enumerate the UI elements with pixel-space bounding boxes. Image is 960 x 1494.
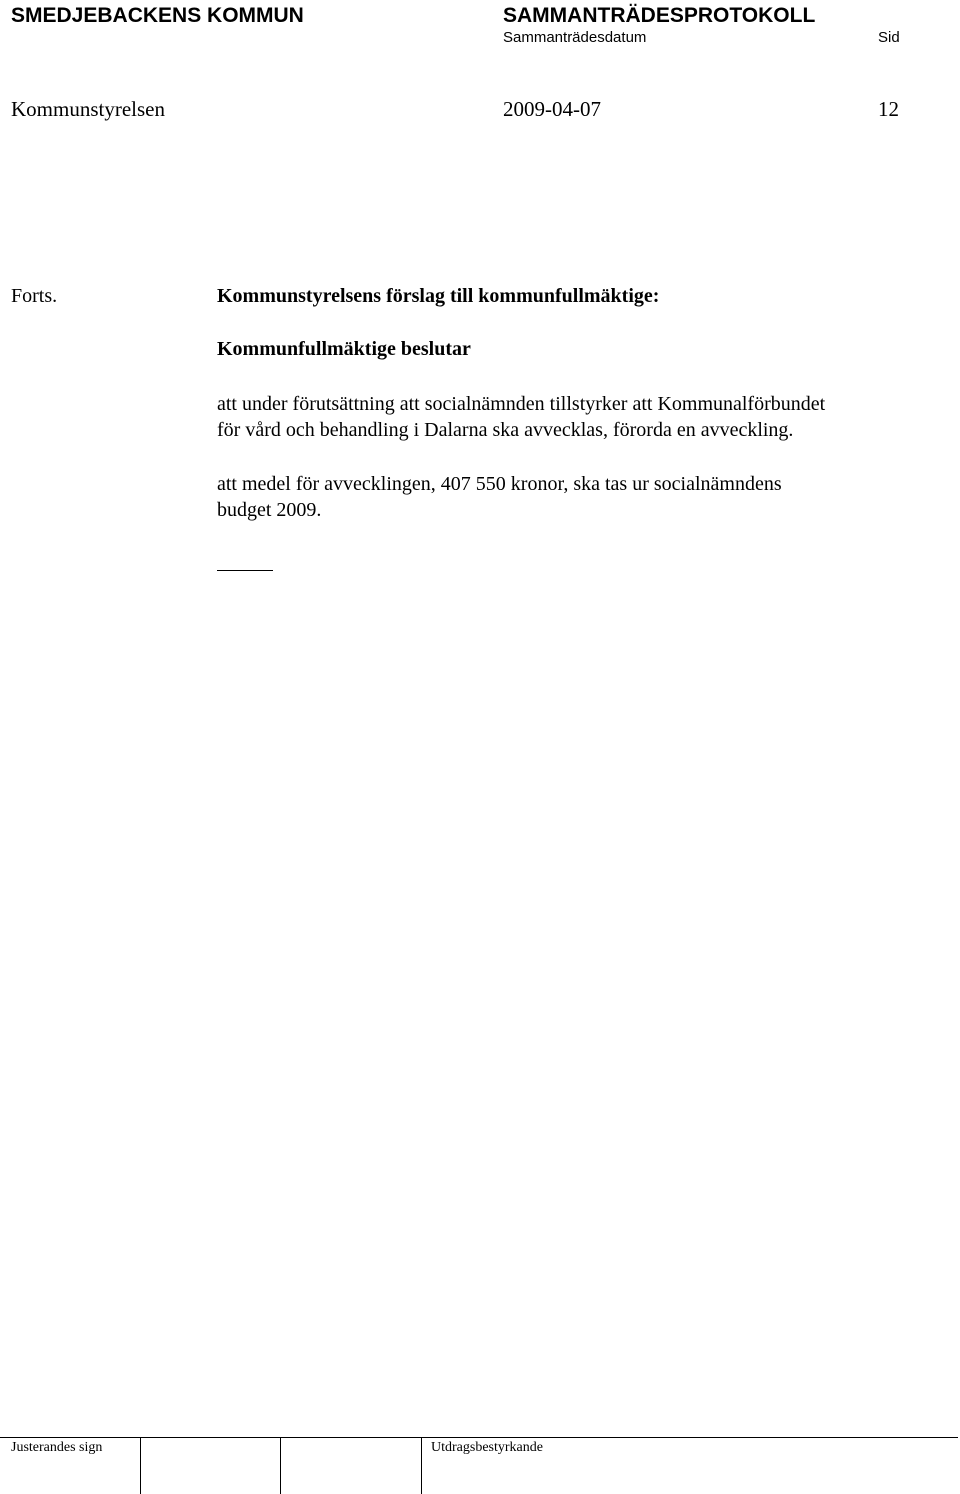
proposal-heading: Kommunstyrelsens förslag till kommunfullmäktige: [217,285,660,307]
paragraph-line: att medel för avvecklingen, 407 550 kronor, ska tas ur socialnämndens [217,473,782,495]
body-name: Kommunstyrelsen [11,97,165,121]
decision-paragraph-2 [217,471,917,523]
page-number: 12 [878,97,899,121]
decision-paragraph-1 [217,391,917,443]
paragraph-line: att under förutsättning att socialnämnden tillstyrker att Kommunalförbundet [217,393,826,415]
signers-label: Justerandes sign [11,1440,103,1455]
footer-top-rule [0,1437,958,1438]
continuation-marker: Forts. [11,285,58,307]
excerpt-certification-label: Utdragsbestyrkande [431,1440,543,1455]
signature-box-divider [140,1438,141,1494]
meeting-date: 2009-04-07 [503,97,601,121]
page-label: Sid [878,29,900,46]
decision-heading: Kommunfullmäktige beslutar [217,338,471,360]
municipality-name: SMEDJEBACKENS KOMMUN [11,4,304,27]
signature-box-divider [421,1438,422,1494]
end-of-section-rule [217,570,273,571]
signature-box-divider [280,1438,281,1494]
meeting-date-label: Sammanträdesdatum [503,29,647,46]
paragraph-line: för vård och behandling i Dalarna ska avvecklas, förorda en avveckling. [217,419,794,441]
protocol-title: SAMMANTRÄDESPROTOKOLL [503,4,816,27]
signature-footer [0,1437,960,1494]
paragraph-line: budget 2009. [217,499,322,521]
